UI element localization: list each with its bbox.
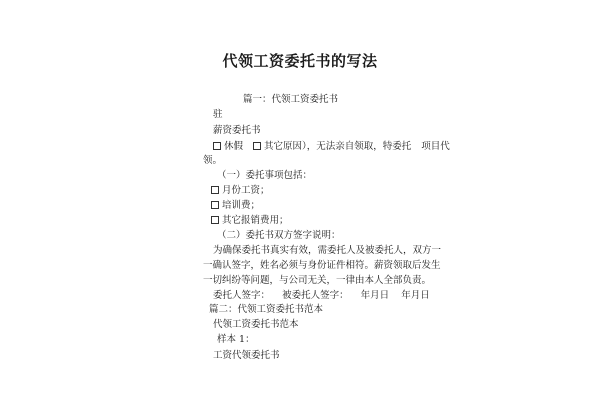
option-other-label: 其它原因），无法亲自领取，特委托	[264, 141, 412, 152]
text-salary-delegate: 薪资委托书	[213, 125, 261, 136]
checkbox-monthly-wage	[211, 186, 219, 194]
sample-one-label: 样本 1：	[217, 334, 255, 345]
checkbox-other-reason	[253, 142, 261, 150]
item-training-label: 培训费；	[222, 200, 261, 211]
item-other-expenses	[211, 215, 289, 227]
heading-part-two: 篇二：代领工资委托书范本	[209, 304, 324, 315]
checkbox-training	[211, 201, 219, 209]
sample-title: 代领工资委托书范本	[213, 319, 299, 330]
paragraph-line-1: 为确保委托书真实有效，需委托人及被委托人，双方一	[213, 245, 442, 256]
text-ling: 领。	[203, 155, 223, 166]
checkbox-other-expenses	[211, 216, 219, 224]
option-vacation-label: 休假	[224, 141, 244, 152]
item-training	[211, 200, 260, 212]
checkbox-vacation	[213, 142, 221, 150]
wage-delegate-title: 工资代领委托书	[213, 350, 280, 361]
text-zhu: 驻	[213, 109, 223, 120]
document-title: 代领工资委托书的写法	[222, 52, 378, 70]
signature-line: 委托人签字： 被委托人签字： 年月日 年月日	[213, 290, 430, 301]
options-line	[213, 141, 450, 153]
item-other-expenses-label: 其它报销费用；	[222, 215, 289, 226]
paragraph-line-3: 一切纠纷等问题，与公司无关，一律由本人全部负责。	[203, 275, 432, 286]
item-monthly-wage-label: 月份工资；	[222, 185, 270, 196]
option-tail: 项目代	[421, 141, 450, 152]
heading-part-one: 篇一：代领工资委托书	[243, 94, 339, 105]
paragraph-line-2: 一确认签字，姓名必须与身份证件相符。薪资领取后发生	[203, 260, 441, 271]
sign-heading: （二）委托书双方签字说明：	[217, 230, 341, 241]
item-monthly-wage	[211, 185, 270, 197]
items-heading: （一）委托事项包括：	[217, 170, 313, 181]
